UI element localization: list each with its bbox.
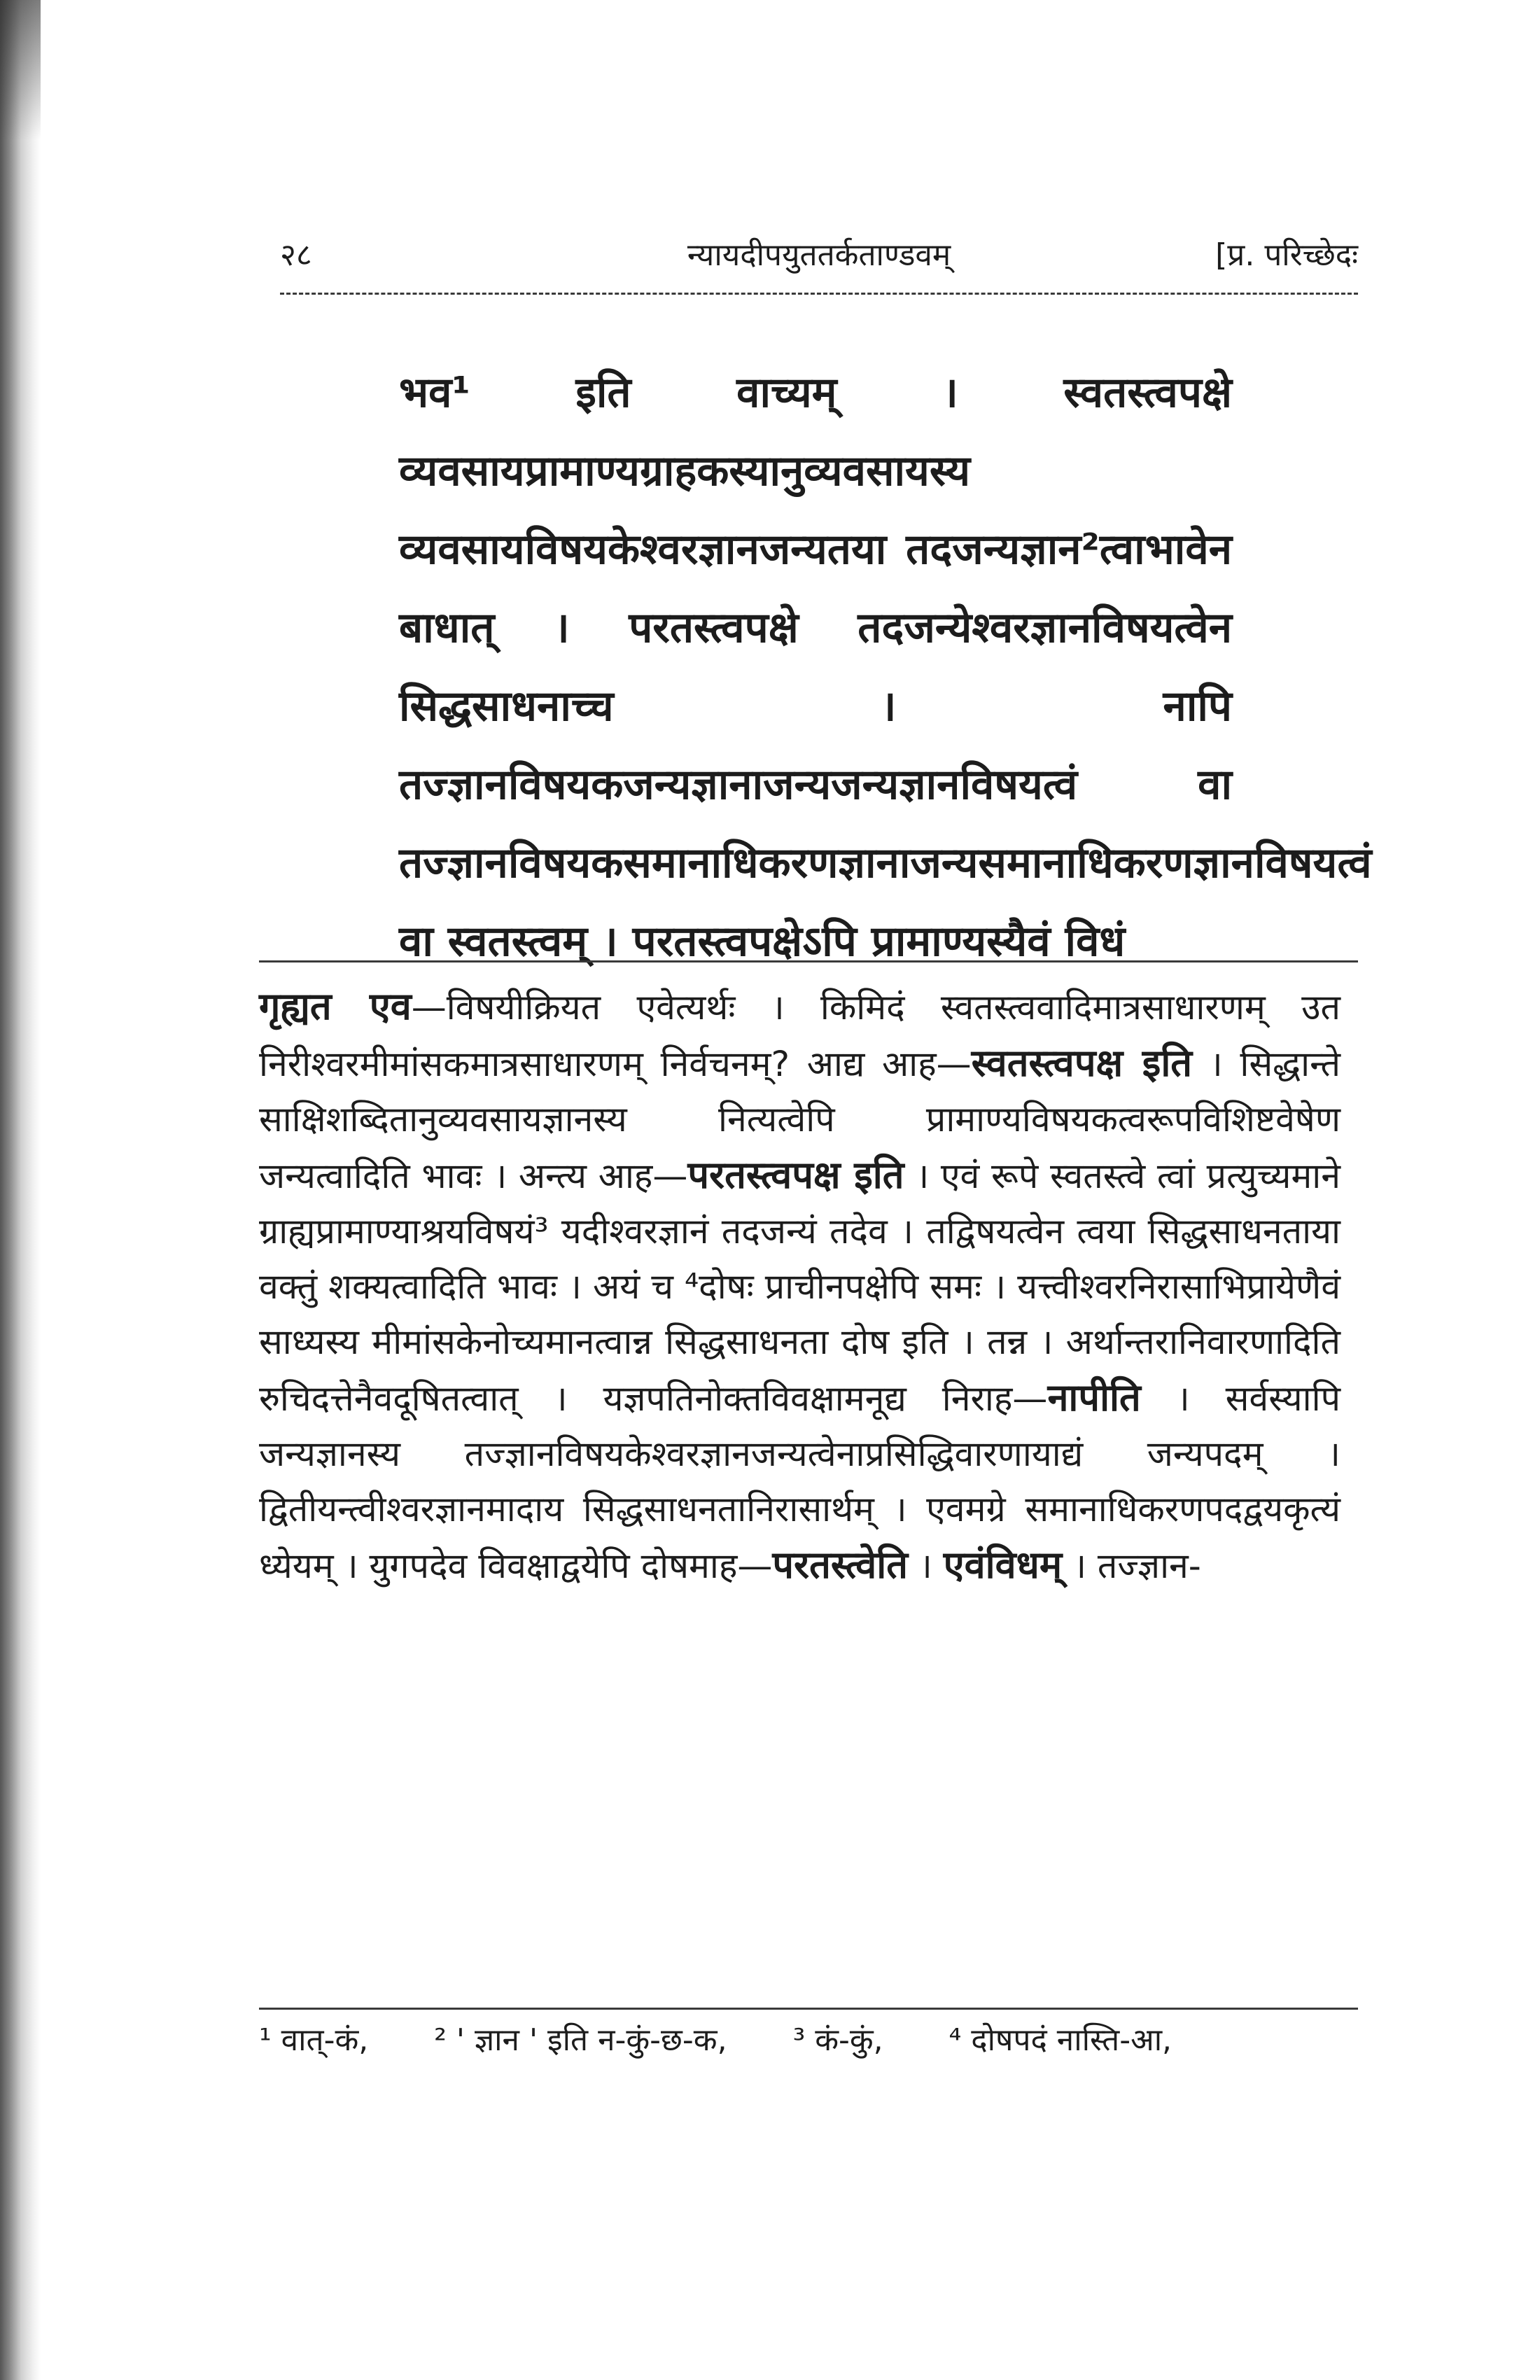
commentary-segment: । bbox=[908, 1546, 944, 1586]
commentary-segment: । सर्वस्यापि जन्यज्ञानस्य तज्ज्ञानविषयकेश्वरज्ञानजन्यत्वेनाप्रसिद्धिवारणायाद्यं जन्यपदम् । द्वितीयन्त्वीश्वरज्ञानमादाय सिद्धसाधनतानिरासार्थम् । एवमग्रे समानाधिकरणपदद्वयकृत्यं ध्येयम् । युगपदेव विवक्षाद्वयेपि दोषमाह— bbox=[259, 1378, 1340, 1586]
commentary-lemma: स्वतस्त्वपक्ष इति bbox=[971, 1041, 1193, 1085]
footnote-rule bbox=[259, 2008, 1358, 2010]
commentary-lemma: एवंविधम् bbox=[943, 1543, 1063, 1587]
commentary-segment: । एवं रूपे स्वतस्त्वे त्वां प्रत्युच्यमाने ग्राह्यप्रामाण्याश्रयविषयं³ यदीश्वरज्ञानं तदजन्यं तदेव । तद्विषयत्वेन त्वया सिद्धसाधनताया वक्तुं शक्यत्वादिति भावः । अयं च ⁴दोषः प्राचीनपक्षेपि समः । यत्त्वीश्वरनिरासाभिप्रायेणैवं साध्यस्य मीमांसकेनोच्यमानत्वान्न सिद्धसाधनता दोष इति । तन्न । अर्थान्तरानिवारणादिति रुचिदत्तेनैवदूषितत्वात् । यज्ञपतिनोक्तविवक्षामनूद्य निराह— bbox=[259, 1156, 1340, 1419]
commentary-lemma: गृह्यत एव bbox=[259, 984, 412, 1028]
header-rule bbox=[280, 293, 1358, 295]
commentary-lemma: परतस्त्वेति bbox=[772, 1543, 909, 1587]
footnotes bbox=[259, 2016, 1358, 2065]
main-verse-text: भव¹ इति वाच्यम् । स्वतस्त्वपक्षे व्यवसायप्रामाण्यग्राहकस्यानुव्यवसायस्य व्यवसायविषयकेश्वरज्ञानजन्यतया तदजन्यज्ञान²त्वाभावेन बाधात् । परतस्त्वपक्षे तदजन्येश्वरज्ञानविषयत्वेन सिद्धसाधनाच्च । नापि तज्ज्ञानविषयकजन्यज्ञानाजन्यजन्यज्ञानविषयत्वं वा तज्ज्ञानविषयकसमानाधिकरणज्ञानाजन्यसमानाधिकरणज्ञानविषयत्वं वा स्वतस्त्वम् । परतस्त्वपक्षेऽपि प्रामाण्यस्यैवं विधं bbox=[399, 368, 1372, 966]
scan-page-edge bbox=[0, 0, 41, 2380]
scan-shadow bbox=[0, 0, 41, 140]
commentary-segment: —विषयीक्रियत एवेत्यर्थः । किमिदं स्वतस्त्ववादिमात्रसाधारणम् उत निरीश्वरमीमांसकमात्रसाधारणम् निर्वचनम्? आद्य आह— bbox=[259, 987, 1340, 1084]
footnote-4: ⁴ दोषपदं नास्ति-आ, bbox=[948, 2022, 1172, 2058]
running-title: न्यायदीपयुततर्कताण्डवम् bbox=[687, 237, 951, 273]
section-label: [प्र. परिच्छेदः bbox=[1215, 237, 1358, 273]
footnote-1: ¹ वात्-कं, bbox=[259, 2022, 369, 2058]
commentary-segment: । सिद्धान्ते साक्षिशब्दितानुव्यवसायज्ञानस्य नित्यत्वेपि प्रामाण्यविषयकत्वरूपविशिष्टवेषेण जन्यत्वादिति भावः । अन्त्य आह— bbox=[259, 1044, 1340, 1196]
commentary-divider bbox=[259, 960, 1358, 962]
commentary-lemma: नापीति bbox=[1047, 1376, 1141, 1420]
footnote-2: ² ' ज्ञान ' इति न-कुं-छ-क, bbox=[434, 2022, 727, 2058]
commentary-text bbox=[259, 979, 1340, 1594]
footnote-3: ³ कं-कुं, bbox=[792, 2022, 883, 2058]
page-header bbox=[280, 231, 1358, 280]
commentary-lemma: परतस्त्वपक्ष इति bbox=[687, 1153, 904, 1197]
page-number: २८ bbox=[280, 237, 312, 273]
commentary-segment: । तज्ज्ञान- bbox=[1062, 1546, 1201, 1586]
